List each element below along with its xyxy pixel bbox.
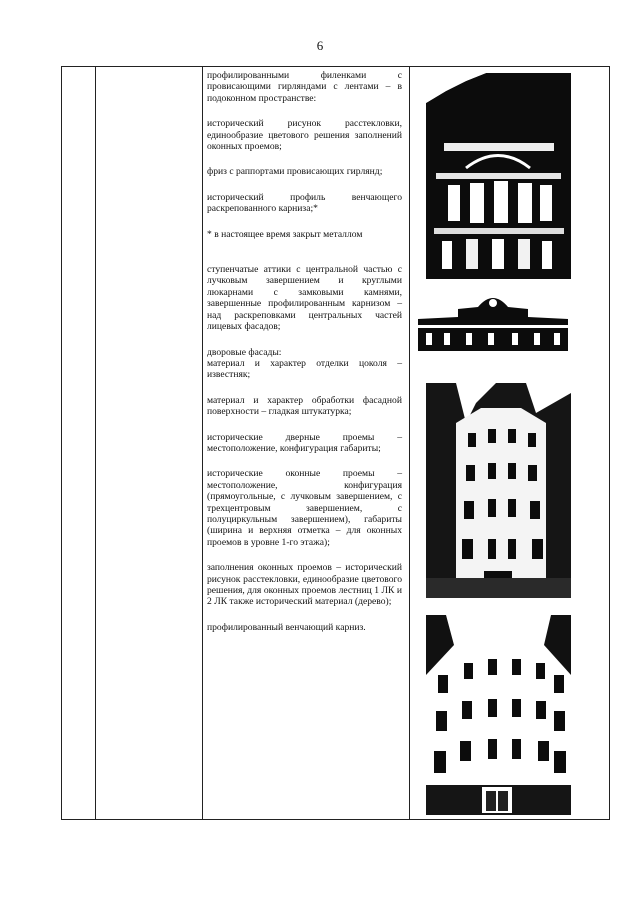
description-column [207, 67, 402, 647]
paragraph-courtyard-heading: дворовые фасады: [207, 346, 282, 358]
paragraph-windows: исторические оконные проемы – местоположение, конфигурация (прямоугольные, с лучковым завершением, с трехцентровым завершением, с полуциркульным завершением), габариты (ширина и верхняя отметка – для оконных проемов в уровне 1-го этажа); [207, 468, 402, 548]
paragraph-attics: ступенчатые аттики с центральной частью с лучковым завершением и круглыми люкарнами с замковыми камнями, завершенные профилированным карнизом – над раскреповками центральных частей лицевых фасадов; [207, 264, 402, 333]
column-divider [409, 67, 410, 819]
paragraph-plinth: материал и характер отделки цоколя – известняк; [207, 357, 402, 381]
page-number: 6 [316, 38, 324, 53]
paragraph-window-fill: заполнения оконных проемов – исторический рисунок расстекловки, единообразие цветового решения, для оконных проемов лестниц 1 ЛК и 2 ЛК также исторический материал (дерево); [207, 562, 402, 608]
paragraph-doors: исторические дверные проемы – местоположение, конфигурация габариты; [207, 431, 402, 454]
column-divider [95, 67, 96, 819]
paragraph-frieze: фриз с раппортами провисающих гирлянд; [207, 166, 383, 178]
photo-corner-tower-image [426, 73, 571, 279]
paragraph-crowning-cornice: профилированный венчающий карниз. [207, 621, 366, 633]
photo-stepped-attic-image [418, 289, 568, 351]
photo-stepped-attic [418, 289, 568, 351]
photo-courtyard-facade-1-image [426, 383, 571, 598]
paragraph-panels: профилированными филенками с провисающими гирляндами с лентами – в подоконном пространстве: [207, 70, 402, 104]
photo-courtyard-facade-2-image [426, 615, 571, 815]
paragraph-footnote: * в настоящее время закрыт металлом [207, 228, 363, 240]
column-divider [202, 67, 203, 819]
protection-table [61, 66, 610, 820]
paragraph-surface: материал и характер обработки фасадной поверхности – гладкая штукатурка; [207, 394, 402, 418]
photo-courtyard-facade-1 [426, 383, 571, 598]
photo-corner-tower [426, 73, 571, 279]
paragraph-glazing: исторический рисунок расстекловки, единообразие цветового решения заполнений оконных проемов; [207, 118, 402, 153]
photo-courtyard-facade-2 [426, 615, 571, 815]
paragraph-cornice: исторический профиль венчающего раскрепованного карниза;* [207, 191, 402, 215]
